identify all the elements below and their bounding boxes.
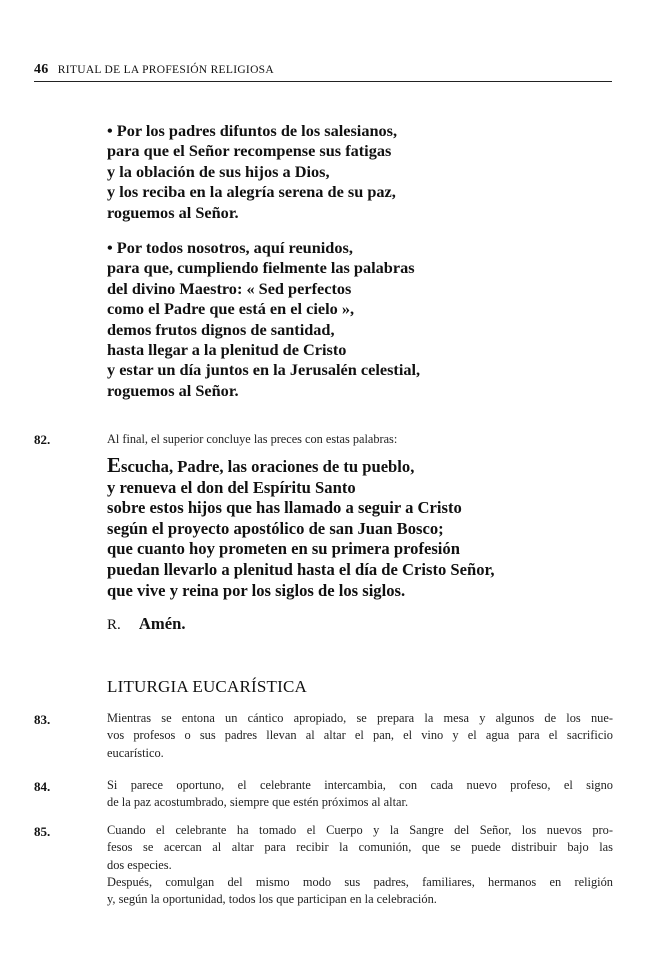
item-number-83: 83.	[34, 712, 51, 727]
running-title: RITUAL DE LA PROFESIÓN RELIGIOSA	[57, 64, 274, 76]
paragraph-line: fesos se acercan al altar para recibir la comunión, que se puede distribuir bajo las	[107, 840, 613, 855]
response-text: Amén.	[138, 614, 186, 633]
item-number-84: 84.	[34, 779, 51, 794]
paragraph-line: Después, comulgan del mismo modo sus padres, familiares, hermanos en religión	[107, 874, 613, 889]
stanza-line: y la oblación de sus hijos a Dios,	[107, 161, 330, 181]
drop-initial: E	[107, 453, 122, 477]
paragraph-line: dos especies.	[107, 857, 172, 872]
item-number-85: 85.	[34, 824, 51, 839]
stanza-line: roguemos al Señor.	[107, 380, 239, 400]
prayer-line: y renueva el don del Espíritu Santo	[107, 477, 356, 497]
prayer-line: sobre estos hijos que has llamado a seguir a Cristo	[107, 498, 462, 518]
item-83-text	[107, 710, 613, 762]
paragraph-line: Si parece oportuno, el celebrante intercambia, con cada nuevo profeso, el signo	[107, 778, 613, 792]
running-header	[34, 62, 612, 82]
stanza-line: demos frutos dignos de santidad,	[107, 319, 335, 339]
item-84-text	[107, 777, 613, 812]
intercession-stanza-2	[107, 238, 420, 401]
stanza-line: y los reciba en la alegría serena de su paz,	[107, 182, 396, 202]
stanza-line: para que el Señor recompense sus fatigas	[107, 141, 392, 161]
paragraph-line: Cuando el celebrante ha tomado el Cuerpo y la Sangre del Señor, los nuevos pro-	[107, 823, 613, 837]
stanza-line: • Por los padres difuntos de los salesianos,	[107, 121, 398, 140]
stanza-line: y estar un día juntos en la Jerusalén celestial,	[107, 360, 421, 380]
stanza-line: roguemos al Señor.	[107, 202, 239, 222]
prayer-line: que cuanto hoy prometen en su primera profesión	[107, 539, 460, 559]
prayer-line: que vive y reina por los siglos de los siglos.	[107, 580, 406, 600]
response-symbol: R.	[107, 617, 121, 633]
prayer-line: puedan llevarlo a plenitud hasta el día de Cristo Señor,	[107, 559, 495, 579]
item-82-intro: Al final, el superior concluye las preces con estas palabras:	[107, 432, 398, 446]
prayer-line	[107, 455, 495, 478]
paragraph-line: de la paz acostumbrado, siempre que estén próximos al altar.	[107, 795, 409, 810]
prayer-line: según el proyecto apostólico de san Juan Bosco;	[107, 518, 444, 538]
stanza-line: hasta llegar a la plenitud de Cristo	[107, 340, 347, 360]
paragraph-line: eucarístico.	[107, 745, 164, 760]
response-line	[107, 614, 185, 634]
stanza-line: del divino Maestro: « Sed perfectos	[107, 278, 352, 298]
paragraph-line: y, según la oportunidad, todos los que participan en la celebración.	[107, 892, 437, 907]
paragraph-line: Mientras se entona un cántico apropiado, se prepara la mesa y algunos de los nue-	[107, 711, 613, 725]
item-85-text	[107, 822, 613, 908]
item-number-82: 82.	[34, 432, 51, 447]
prayer-first-line: scucha, Padre, las oraciones de tu pueblo,	[121, 457, 415, 476]
page-number: 46	[34, 62, 49, 77]
paragraph-line: vos profesos o sus padres llevan al altar el pan, el vino y el agua para el sacrificio	[107, 728, 613, 743]
stanza-line: como el Padre que está en el cielo »,	[107, 299, 355, 319]
section-title: LITURGIA EUCARÍSTICA	[107, 677, 307, 696]
stanza-line: para que, cumpliendo fielmente las palabras	[107, 258, 415, 278]
intercession-stanza-1	[107, 121, 397, 223]
closing-prayer	[107, 455, 495, 601]
stanza-line: • Por todos nosotros, aquí reunidos,	[107, 238, 353, 257]
